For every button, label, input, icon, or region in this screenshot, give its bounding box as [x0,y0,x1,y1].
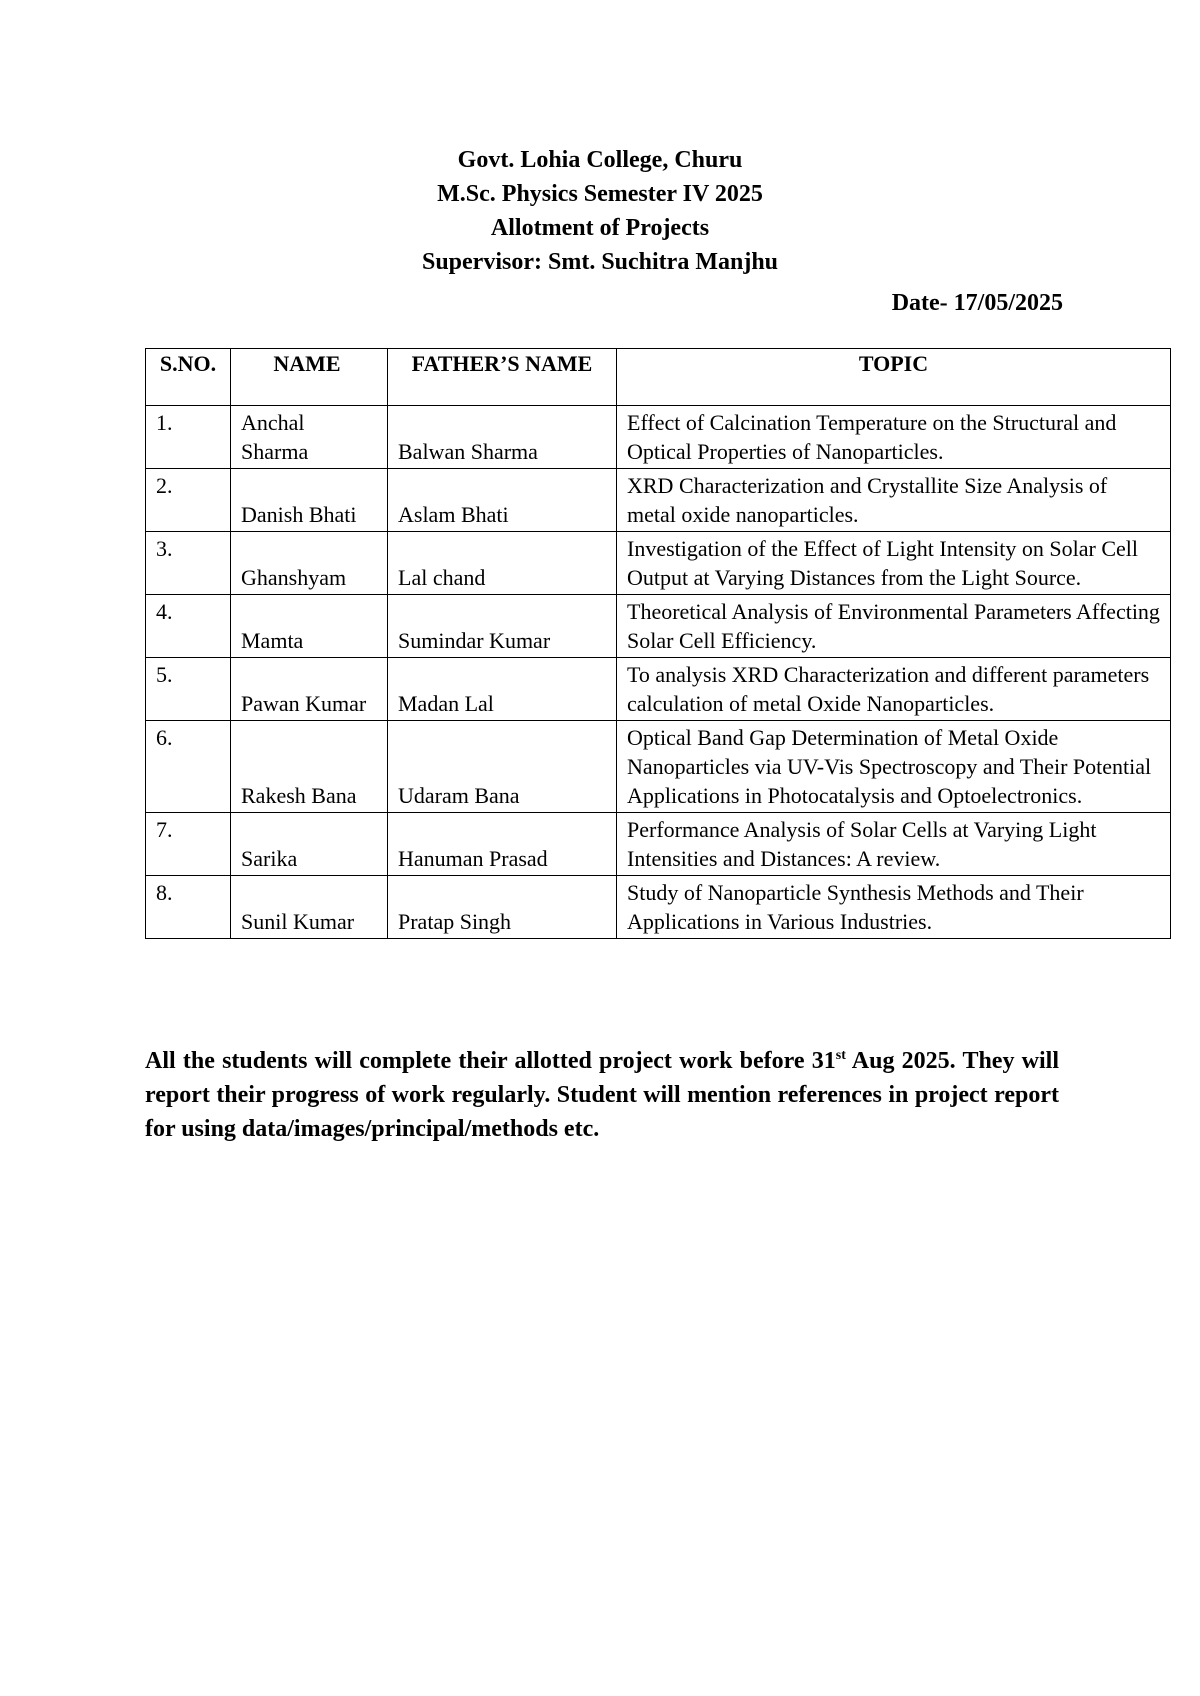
instructions-paragraph [145,1044,1059,1146]
cell-father-name: Hanuman Prasad [388,813,617,876]
cell-topic: Study of Nanoparticle Synthesis Methods and Their Applications in Various Industries. [617,876,1171,939]
cell-name: Sarika [231,813,388,876]
supervisor-line: Supervisor: Smt. Suchitra Manjhu [421,249,779,275]
cell-sno: 3. [146,532,231,595]
table-row [146,469,1171,532]
cell-sno: 8. [146,876,231,939]
cell-name: Pawan Kumar [231,658,388,721]
cell-father-name: Madan Lal [388,658,617,721]
cell-name: Anchal Sharma [231,406,388,469]
cell-name: Mamta [231,595,388,658]
column-header-topic: TOPIC [617,349,1171,406]
note-text-start: All the students will complete their allotted project work before 31 [145,1048,836,1074]
cell-sno: 7. [146,813,231,876]
table-header-row [146,349,1171,406]
cell-sno: 4. [146,595,231,658]
cell-topic: To analysis XRD Characterization and different parameters calculation of metal Oxide Nanoparticles. [617,658,1171,721]
column-header-name: NAME [231,349,388,406]
cell-topic: Optical Band Gap Determination of Metal Oxide Nanoparticles via UV-Vis Spectroscopy and Their Potential Applications in Photocatalysis and Optoelectronics. [617,721,1171,813]
document-date: Date- 17/05/2025 [891,290,1063,316]
note-text-end: Aug 2025. They will report their progress of work regularly. Student will mention references in project report for using data/images/principal/methods etc. [145,1048,1060,1142]
table-row [146,721,1171,813]
cell-topic: Theoretical Analysis of Environmental Parameters Affecting Solar Cell Efficiency. [617,595,1171,658]
cell-name: Danish Bhati [231,469,388,532]
course-title: M.Sc. Physics Semester IV 2025 [437,181,763,207]
allotment-table [145,348,1171,939]
ordinal-suffix: st [835,1048,846,1063]
table-row [146,532,1171,595]
college-name: Govt. Lohia College, Churu [457,147,743,173]
cell-topic: Effect of Calcination Temperature on the Structural and Optical Properties of Nanoparticles. [617,406,1171,469]
document-header [0,143,1200,279]
cell-father-name: Lal chand [388,532,617,595]
column-header-father-name: FATHER’S NAME [388,349,617,406]
table-row [146,876,1171,939]
cell-father-name: Balwan Sharma [388,406,617,469]
table-row [146,595,1171,658]
cell-sno: 2. [146,469,231,532]
cell-name: Sunil Kumar [231,876,388,939]
cell-topic: Performance Analysis of Solar Cells at Varying Light Intensities and Distances: A review. [617,813,1171,876]
document-title: Allotment of Projects [490,215,710,241]
cell-name: Ghanshyam [231,532,388,595]
cell-sno: 6. [146,721,231,813]
column-header-sno: S.NO. [146,349,231,406]
cell-name: Rakesh Bana [231,721,388,813]
cell-father-name: Sumindar Kumar [388,595,617,658]
cell-topic: XRD Characterization and Crystallite Size Analysis of metal oxide nanoparticles. [617,469,1171,532]
cell-father-name: Pratap Singh [388,876,617,939]
cell-father-name: Udaram Bana [388,721,617,813]
table-row [146,406,1171,469]
cell-sno: 1. [146,406,231,469]
cell-father-name: Aslam Bhati [388,469,617,532]
table-row [146,658,1171,721]
cell-topic: Investigation of the Effect of Light Intensity on Solar Cell Output at Varying Distances from the Light Source. [617,532,1171,595]
cell-sno: 5. [146,658,231,721]
table-row [146,813,1171,876]
